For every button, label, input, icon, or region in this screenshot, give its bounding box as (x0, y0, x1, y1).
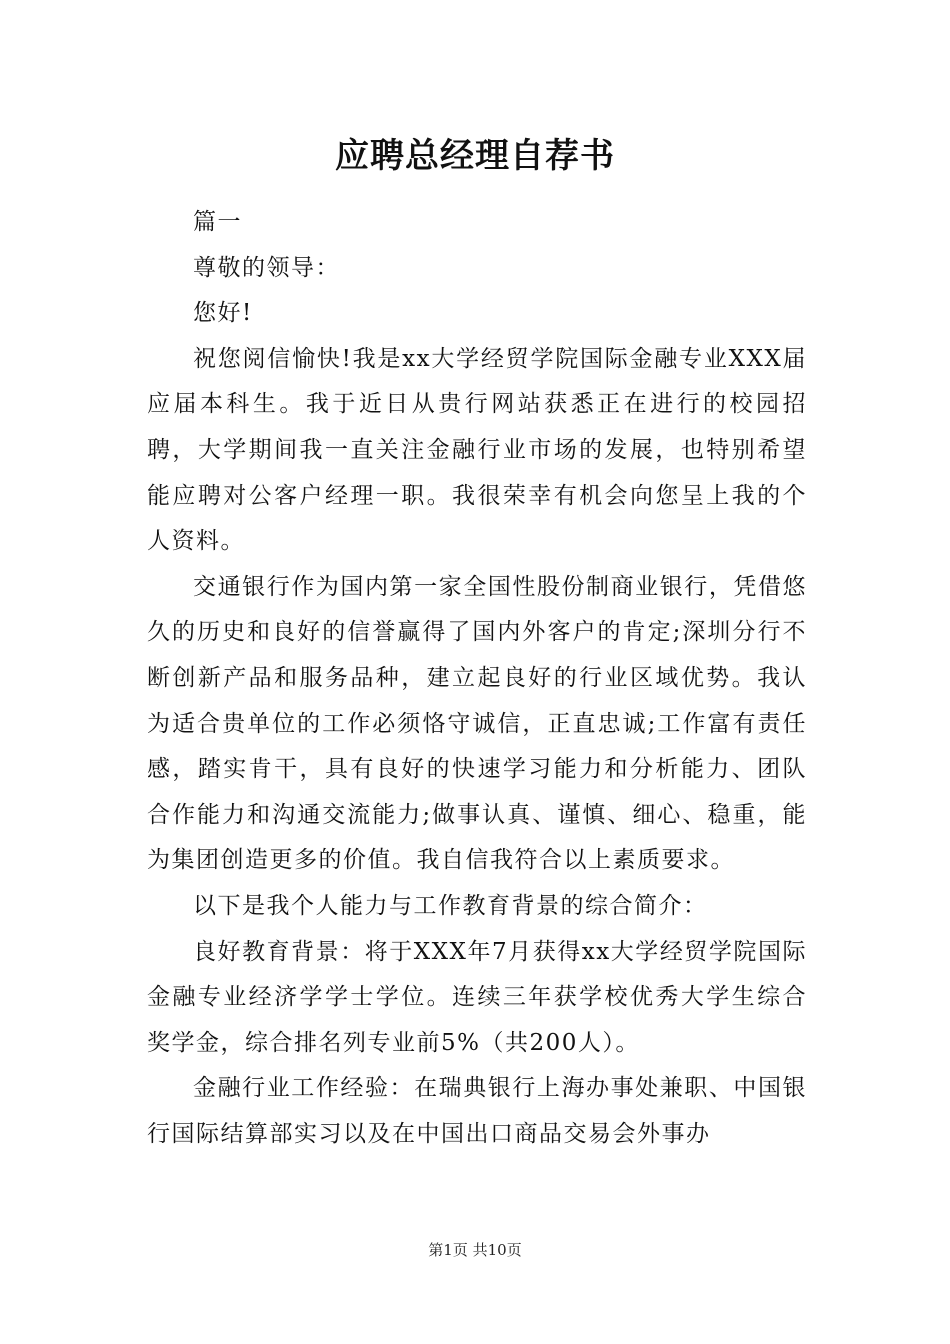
salutation: 尊敬的领导： (193, 254, 340, 281)
paragraph-company: 交通银行作为国内第一家全国性股份制商业银行，凭借悠久的历史和良好的信誉赢得了国内外客户的肯定;深圳分行不断创新产品和服务品种，建立起良好的行业区域优势。我认为适合贵单位的工作必须恪守诚信，正直忠诚;工作富有责任感，踏实肯干，具有良好的快速学习能力和分析能力、团队合作能力和沟通交流能力;做事认真、谨慎、细心、稳重，能为集团创造更多的价值。我自信我符合以上素质要求。 (147, 573, 807, 874)
paragraph-intro: 祝您阅信愉快!我是xx大学经贸学院国际金融专业XXX届应届本科生。我于近日从贵行网站获悉正在进行的校园招聘，大学期间我一直关注金融行业市场的发展，也特别希望能应聘对公客户经理一职。我很荣幸有机会向您呈上我的个人资料。 (147, 345, 807, 555)
document-title: 应聘总经理自荐书 (335, 136, 615, 176)
section-heading: 篇一 (193, 209, 242, 235)
paragraph-education: 良好教育背景：将于XXX年7月获得xx大学经贸学院国际金融专业经济学学士学位。连续三年获学校优秀大学生综合奖学金，综合排名列专业前5%（共200人）。 (147, 938, 807, 1056)
document-body (147, 200, 807, 1157)
paragraph-experience: 金融行业工作经验：在瑞典银行上海办事处兼职、中国银行国际结算部实习以及在中国出口商品交易会外事办 (147, 1075, 807, 1147)
paragraph-summary-lead: 以下是我个人能力与工作教育背景的综合简介： (193, 892, 708, 919)
page-number-footer: 第1页 共10页 (428, 1241, 522, 1259)
greeting: 您好! (193, 300, 253, 327)
